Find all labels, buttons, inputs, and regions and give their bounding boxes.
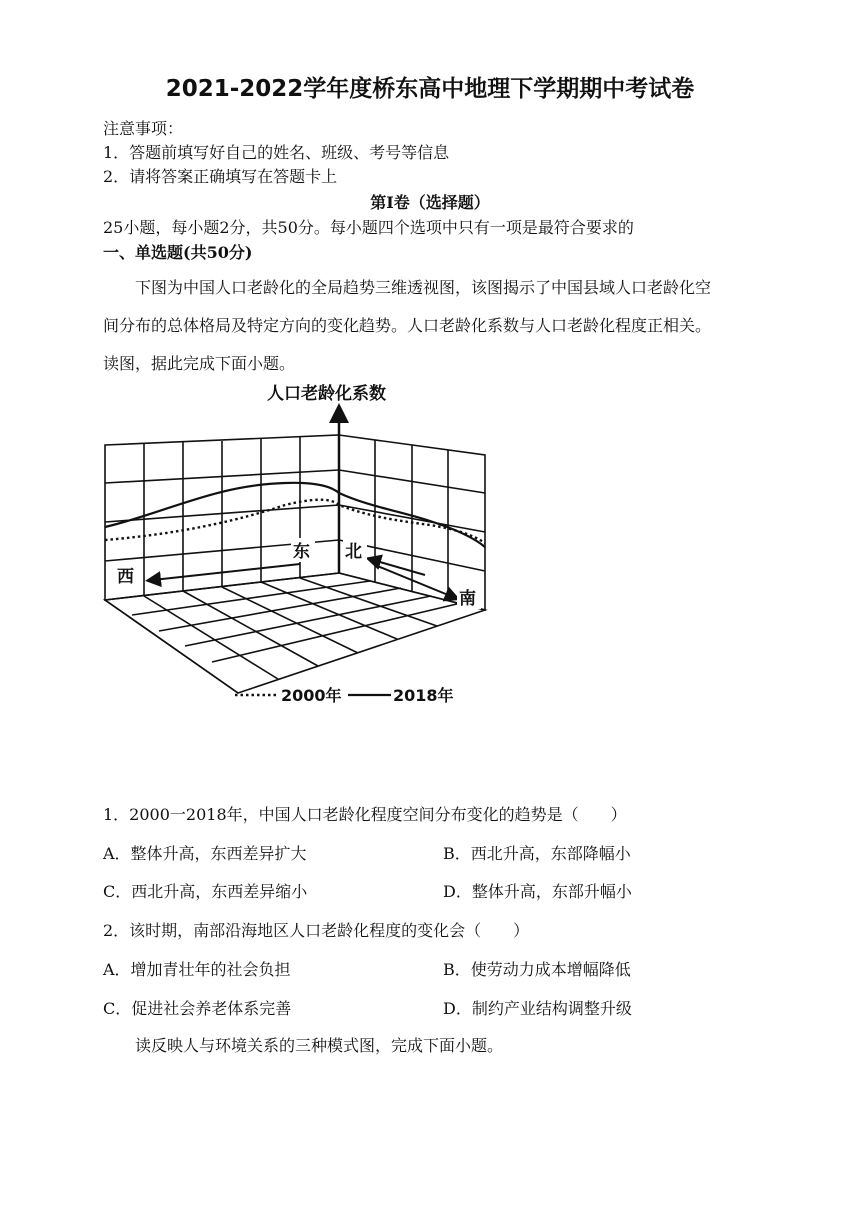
page-title: 2021-2022学年度桥东高中地理下学期期中考试卷 — [165, 76, 695, 102]
direction-label-south: 南 — [459, 589, 476, 609]
notice-item: 2．请将答案正确填写在答题卡上 — [103, 167, 338, 186]
question-stem: 1．2000一2018年，中国人口老龄化程度空间分布变化的趋势是（ ） — [103, 805, 627, 824]
answer-option-b[interactable]: B．使劳动力成本增幅降低 — [443, 960, 631, 979]
answer-option-d[interactable]: D．制约产业结构调整升级 — [443, 999, 632, 1018]
trend-3d-figure — [95, 375, 495, 715]
answer-option-a[interactable]: A．增加青壮年的社会负担 — [103, 960, 291, 979]
legend-label-2000: 2000年 — [281, 686, 342, 705]
intro-paragraph-line: 下图为中国人口老龄化的全局趋势三维透视图，该图揭示了中国县域人口老龄化空 — [135, 278, 712, 297]
notice-heading: 注意事项： — [103, 119, 184, 138]
direction-label-west: 西 — [117, 567, 134, 587]
answer-option-c[interactable]: C．西北升高，东西差异缩小 — [103, 882, 308, 901]
direction-label-east: 东 — [293, 542, 310, 562]
notice-item: 1．答题前填写好自己的姓名、班级、考号等信息 — [103, 143, 450, 162]
curve-2018 — [105, 483, 485, 547]
axis-label: 人口老龄化系数 — [267, 384, 386, 404]
intro-paragraph-line: 读图，据此完成下面小题。 — [103, 354, 296, 373]
answer-option-c[interactable]: C．促进社会养老体系完善 — [103, 999, 292, 1018]
floor-grid — [105, 573, 485, 693]
section-description: 25小题，每小题2分，共50分。每小题四个选项中只有一项是最符合要求的 — [103, 218, 634, 237]
east-west-arrow — [153, 564, 300, 580]
legend-label-2018: 2018年 — [393, 686, 454, 705]
intro-paragraph-line: 间分布的总体格局及特定方向的变化趋势。人口老龄化系数与人口老龄化程度正相关。 — [103, 316, 712, 335]
section-title: 第I卷（选择题） — [370, 193, 490, 212]
direction-label-north: 北 — [345, 542, 362, 562]
question-stem: 2．该时期，南部沿海地区人口老龄化程度的变化会（ ） — [103, 921, 530, 940]
answer-option-b[interactable]: B．西北升高，东部降幅小 — [443, 844, 631, 863]
answer-option-a[interactable]: A．整体升高，东西差异扩大 — [103, 844, 307, 863]
part-title: 一、单选题(共50分) — [103, 243, 253, 262]
answer-option-d[interactable]: D．整体升高，东部升幅小 — [443, 882, 632, 901]
next-section-intro: 读反映人与环境关系的三种模式图，完成下面小题。 — [135, 1036, 504, 1055]
